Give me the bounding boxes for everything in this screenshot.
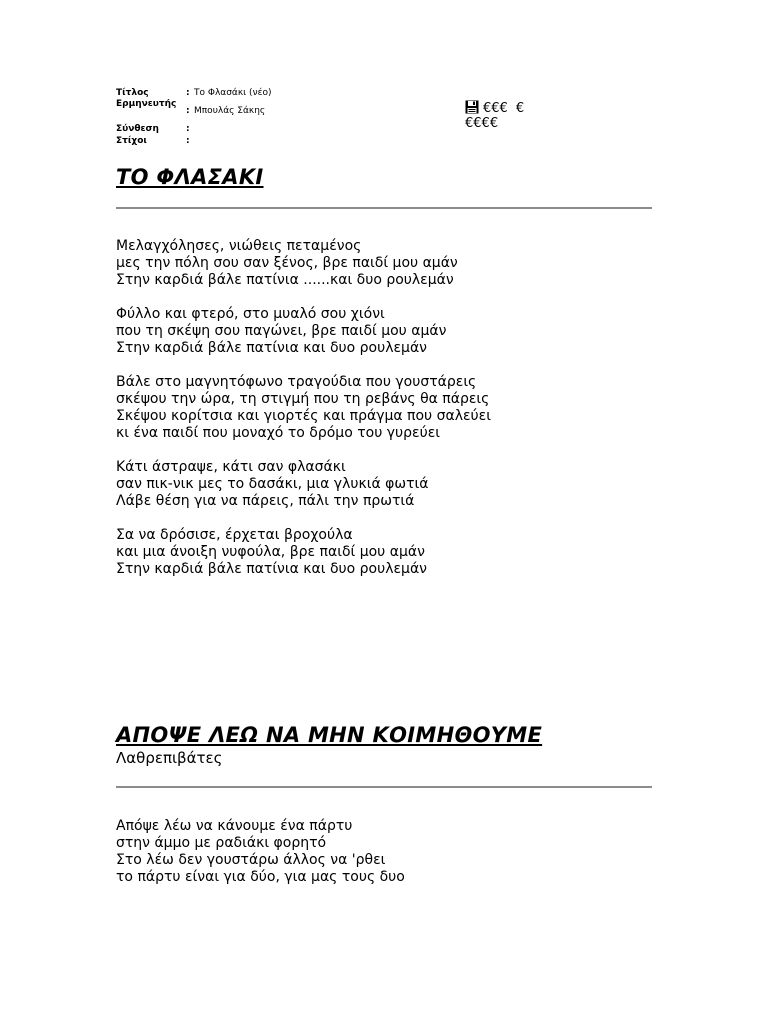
lyric-line: μες την πόλη σου σαν ξένος, βρε παιδί μου αμάν	[116, 255, 458, 271]
lyrics-flasaki	[116, 238, 491, 595]
lyric-line: σκέψου την ώρα, τη στιγμή που τη ρεβάνς θα πάρεις	[116, 391, 490, 407]
stanza	[116, 374, 491, 442]
colon: :	[186, 124, 190, 134]
colon: :	[186, 88, 190, 98]
floppy-disk-icon[interactable]	[465, 100, 479, 114]
lyric-line: Απόψε λέω να κάνουμε ένα πάρτυ	[116, 818, 353, 834]
lyric-line: Βάλε στο μαγνητόφωνο τραγούδια που γουστάρεις	[116, 374, 477, 390]
colon: :	[186, 136, 190, 146]
lyric-line: στην άμμο με ραδιάκι φορητό	[116, 835, 327, 851]
meta-row-lyricist	[116, 135, 271, 147]
euro-rating-b: €	[515, 101, 525, 116]
lyrics-apopse	[116, 818, 405, 903]
stanza	[116, 818, 405, 886]
stanza	[116, 527, 491, 578]
divider	[116, 786, 652, 788]
lyricist-value	[192, 135, 194, 147]
lyric-line: σαν πικ-νικ μες το δασάκι, μια γλυκιά φωτιά	[116, 476, 429, 492]
meta-row-composer	[116, 123, 271, 135]
lyric-line: που τη σκέψη σου παγώνει, βρε παιδί μου αμάν	[116, 323, 447, 339]
lyric-line: Στο λέω δεν γουστάρω άλλος να 'ρθει	[116, 852, 386, 868]
lyric-line: Κάτι άστραψε, κάτι σαν φλασάκι	[116, 459, 346, 475]
lyric-line: Σκέψου κορίτσια και γιορτές και πράγμα που σαλεύει	[116, 408, 491, 424]
stanza	[116, 459, 491, 510]
lyric-line: Στην καρδιά βάλε πατίνια και δυο ρουλεμάν	[116, 340, 428, 356]
lyric-line: Μελαγχόλησες, νιώθεις πεταμένος	[116, 238, 362, 254]
title-value: Το Φλασάκι (νέο)	[194, 88, 272, 98]
stanza	[116, 306, 491, 357]
lyric-line: Σα να δρόσισε, έρχεται βροχούλα	[116, 527, 353, 543]
meta-row-performer	[116, 99, 271, 123]
lyric-line: Λάβε θέση για να πάρεις, πάλι την πρωτιά	[116, 493, 415, 509]
song-title-flasaki: ΤΟ ΦΛΑΣΑΚΙ	[116, 165, 264, 189]
artist-name: Λαθρεπιβάτες	[116, 749, 223, 767]
euro-rating-c: €€€€	[465, 116, 499, 131]
performer-label: Ερμηνευτής	[116, 99, 177, 109]
lyric-line: Στην καρδιά βάλε πατίνια και δυο ρουλεμάν	[116, 561, 428, 577]
title-label: Τίτλος	[116, 88, 149, 98]
lyric-line: Στην καρδιά βάλε πατίνια ......και δυο ρουλεμάν	[116, 272, 454, 288]
performer-value: Μπουλάς Σάκης	[194, 106, 266, 116]
song-metadata	[116, 87, 271, 147]
lyricist-label: Στίχοι	[116, 136, 147, 146]
euro-rating-a: €€€	[483, 101, 508, 116]
composer-label: Σύνθεση	[116, 124, 159, 134]
lyric-line: το πάρτυ είναι για δύο, για μας τους δυο	[116, 869, 405, 885]
divider	[116, 207, 652, 209]
lyric-line: Φύλλο και φτερό, στο μυαλό σου χιόνι	[116, 306, 385, 322]
lyric-line: κι ένα παιδί που μοναχό το δρόμο του γυρεύει	[116, 425, 440, 441]
colon: :	[186, 106, 190, 116]
song-title-apopse: ΑΠΟΨΕ ΛΕΩ ΝΑ ΜΗΝ ΚΟΙΜΗΘΟΥΜΕ	[116, 723, 543, 747]
composer-value	[192, 123, 194, 135]
stanza	[116, 238, 491, 289]
lyric-line: και μια άνοιξη νυφούλα, βρε παιδί μου αμάν	[116, 544, 425, 560]
rating-block	[465, 100, 575, 131]
meta-row-title	[116, 87, 271, 99]
